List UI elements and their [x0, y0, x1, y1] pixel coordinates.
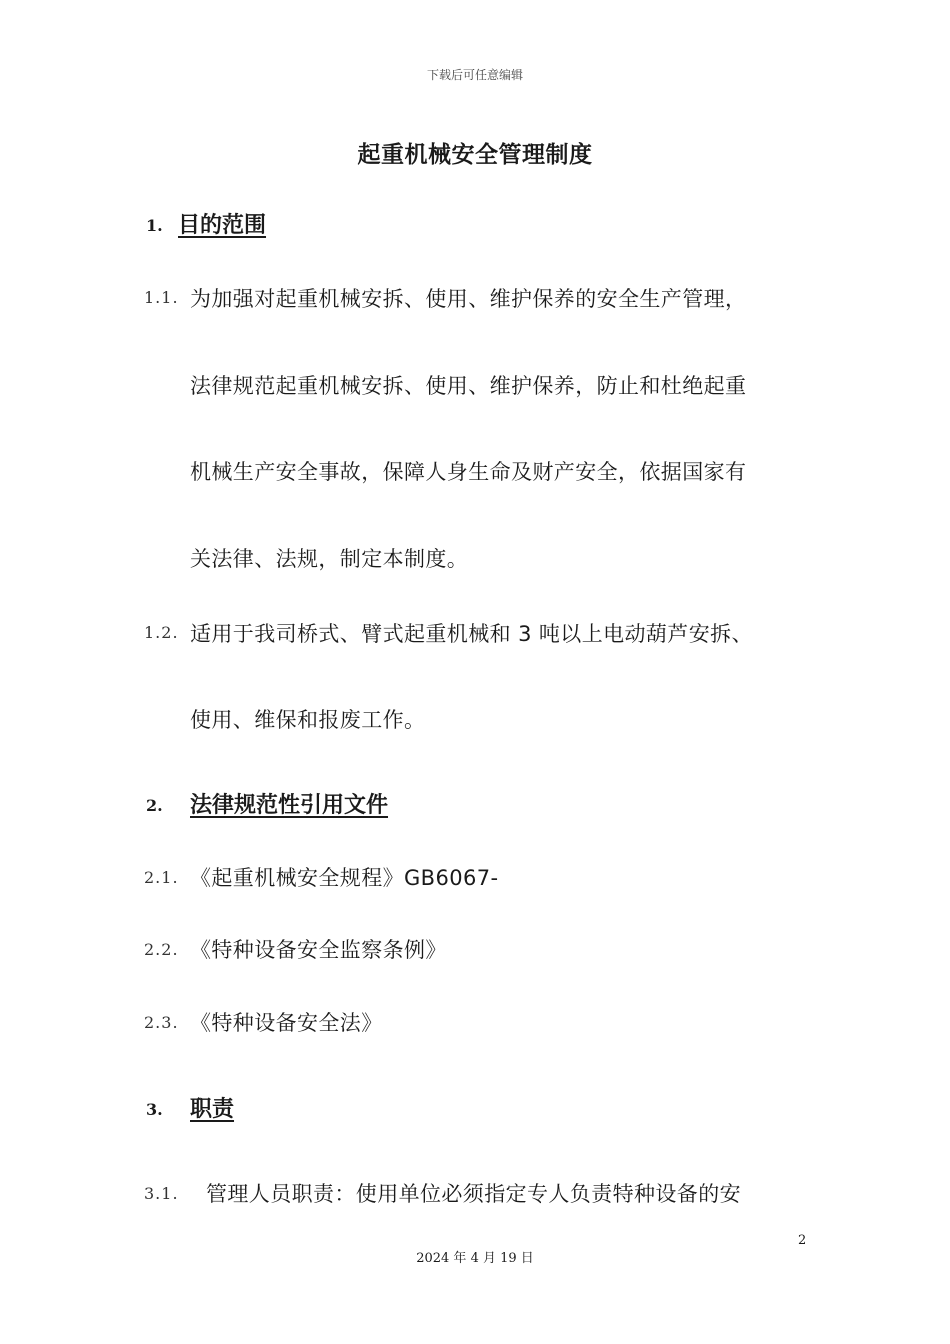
item-1-2-line-2: 使用、维保和报废工作。 — [190, 708, 426, 732]
section-1-title: 目的范围 — [178, 213, 267, 238]
header-note: 下载后可任意编辑 — [426, 68, 523, 82]
item-1-1-line-1: 为加强对起重机械安拆、使用、维护保养的安全生产管理， — [190, 287, 747, 311]
section-2-title: 法律规范性引用文件 — [190, 793, 389, 818]
item-2-1-number: 2.1. — [144, 868, 179, 887]
item-1-2-line-1: 适用于我司桥式、臂式起重机械和 3 吨以上电动葫芦安拆、 — [190, 622, 753, 646]
section-3-title: 职责 — [190, 1097, 235, 1122]
item-2-3-text: 《特种设备安全法》 — [190, 1011, 383, 1035]
item-3-1-number: 3.1. — [144, 1184, 179, 1203]
item-1-2-number: 1.2. — [144, 623, 179, 642]
item-1-1-line-4: 关法律、法规，制定本制度。 — [190, 547, 469, 571]
section-1-number: 1. — [146, 216, 163, 235]
document-title: 起重机械安全管理制度 — [357, 142, 593, 168]
section-2-number: 2. — [146, 796, 163, 815]
item-3-1-text: 管理人员职责：使用单位必须指定专人负责特种设备的安 — [206, 1182, 741, 1206]
item-1-1-line-3: 机械生产安全事故，保障人身生命及财产安全，依据国家有 — [190, 460, 747, 484]
page-number: 2 — [798, 1233, 807, 1248]
item-1-1-line-2: 法律规范起重机械安拆、使用、维护保养，防止和杜绝起重 — [190, 374, 747, 398]
item-2-1-text: 《起重机械安全规程》GB6067- — [190, 866, 499, 890]
item-2-2-text: 《特种设备安全监察条例》 — [190, 938, 447, 962]
item-2-3-number: 2.3. — [144, 1013, 179, 1032]
section-3-number: 3. — [146, 1100, 163, 1119]
item-1-1-number: 1.1. — [144, 288, 179, 307]
footer-date: 2024 年 4 月 19 日 — [416, 1251, 534, 1266]
item-2-2-number: 2.2. — [144, 940, 179, 959]
